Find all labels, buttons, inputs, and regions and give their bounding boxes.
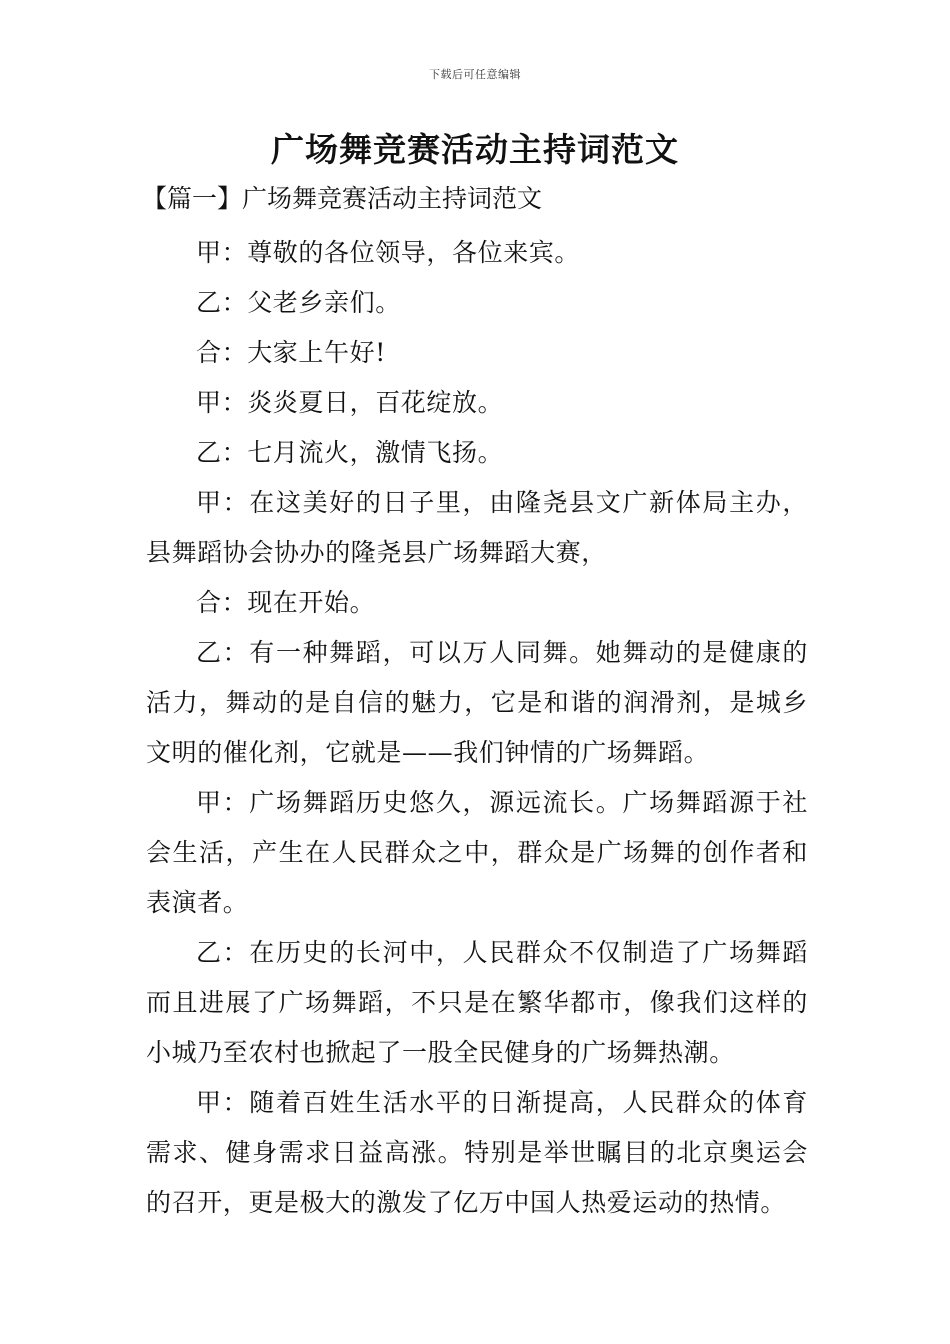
paragraph: 乙：父老乡亲们。	[196, 288, 401, 317]
paragraph: 甲：炎炎夏日，百花绽放。	[196, 388, 504, 417]
document-title: 广场舞竞赛活动主持词范文	[271, 130, 679, 169]
paragraph: 甲：尊敬的各位领导，各位来宾。	[196, 238, 581, 267]
section-heading: 【篇一】广场舞竞赛活动主持词范文	[142, 184, 543, 213]
paragraph: 乙：在历史的长河中，人民群众不仅制造了广场舞蹈而且进展了广场舞蹈，不只是在繁华都市，像我们这样的小城乃至农村也掀起了一股全民健身的广场舞热潮。	[146, 938, 808, 1067]
document-body	[142, 178, 808, 1228]
paragraph: 甲：随着百姓生活水平的日渐提高，人民群众的体育需求、健身需求日益高涨。特别是举世瞩目的北京奥运会的召开，更是极大的激发了亿万中国人热爱运动的热情。	[146, 1088, 808, 1217]
paragraph: 乙：七月流火，激情飞扬。	[196, 438, 504, 467]
paragraph: 合：现在开始。	[196, 588, 376, 617]
paragraph: 甲：广场舞蹈历史悠久，源远流长。广场舞蹈源于社会生活，产生在人民群众之中，群众是广场舞的创作者和表演者。	[146, 788, 808, 917]
section-gap	[146, 220, 808, 228]
header-note: 下载后可任意编辑	[429, 68, 521, 81]
paragraph: 甲：在这美好的日子里，由隆尧县文广新体局主办，县舞蹈协会协办的隆尧县广场舞蹈大赛，	[146, 488, 808, 567]
paragraph: 乙：有一种舞蹈，可以万人同舞。她舞动的是健康的活力，舞动的是自信的魅力，它是和谐的润滑剂，是城乡文明的催化剂，它就是——我们钟情的广场舞蹈。	[146, 638, 808, 767]
paragraph: 合：大家上午好!	[196, 338, 386, 367]
